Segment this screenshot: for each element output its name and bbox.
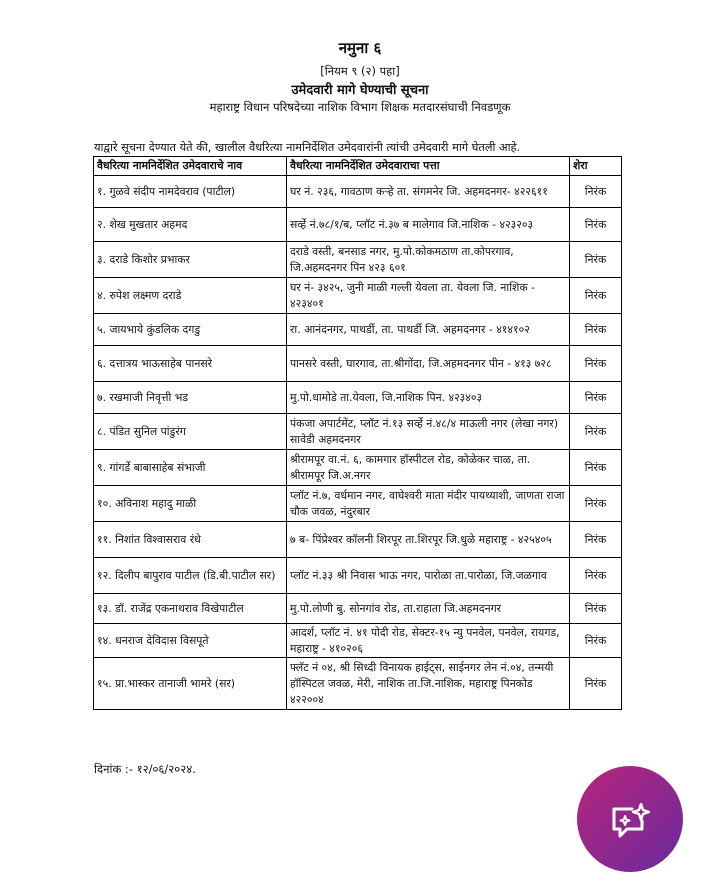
candidate-address-cell: पंकजा अपार्टमेंट, प्लॉट नं.१३ सर्व्हे नं.४८/४ माऊली नगर (लेखा नगर) सावेडी अहमदनगर [287,414,570,450]
table-header-row [94,157,622,176]
table-row [94,314,622,346]
candidate-address-cell: श्रीरामपूर वा.नं. ६, कामगार हॉस्पीटल रोड, कोळेकर चाळ, ता. श्रीरामपूर जि.अ.नगर [287,450,570,486]
remark-cell: निरंक [570,242,622,278]
election-name: महाराष्ट्र विधान परिषदेच्या नाशिक विभाग शिक्षक मतदारसंघाची निवडणूक [209,100,511,114]
remark-cell: निरंक [570,314,622,346]
table-row [94,558,622,594]
candidate-name-cell: १३. डॉ. राजेंद्र एकनाथराव विखेपाटील [94,594,287,624]
table-row [94,208,622,242]
candidate-address-cell: पानसरे वस्ती, घारगाव, ता.श्रीगोंदा, जि.अहमदनगर पीन - ४१३ ७२८ [287,346,570,382]
remark-cell: निरंक [570,208,622,242]
header-candidate-address: वैधरित्या नामनिर्देशित उमेदवाराचा पत्ता [287,157,570,176]
table-row [94,450,622,486]
candidate-name-cell: ३. दराडे किशोर प्रभाकर [94,242,287,278]
withdrawal-table [93,156,622,710]
candidate-address-cell: घर नं- ३४२५, जुनी माळी गल्ली येवला ता. येवला जि. नाशिक - ४२३४०१ [287,278,570,314]
candidate-address-cell: घर नं. २३६, गावठाण कऱ्हे ता. संगमनेर जि. अहमदनगर- ४२२६११ [287,176,570,208]
candidate-name-cell: १४. धनराज देविदास विसपूते [94,624,287,658]
notice-subject: उमेदवारी मागे घेण्याची सूचना [291,83,429,98]
remark-cell: निरंक [570,658,622,710]
candidate-address-cell: प्लॉट नं.३३ श्री निवास भाऊ नगर, पारोळा ता.पारोळा, जि.जळगाव [287,558,570,594]
table-row [94,522,622,558]
candidate-address-cell: मु.पो.धामोडे ता.येवला, जि.नाशिक पिन. ४२३४०३ [287,382,570,414]
remark-cell: निरंक [570,346,622,382]
header-remark: शेरा [570,157,622,176]
remark-cell: निरंक [570,414,622,450]
candidate-name-cell: २. शेख मुखतार अहमद [94,208,287,242]
candidate-address-cell: प्लॉट नं.७, वर्धमान नगर, वाघेश्वरी माता मंदीर पायथ्याशी, जाणता राजा चौक जवळ, नंदुरबार [287,486,570,522]
table-row [94,346,622,382]
candidate-name-cell: ६. दत्तात्रय भाऊसाहेब पानसरे [94,346,287,382]
table-row [94,624,622,658]
remark-cell: निरंक [570,594,622,624]
candidate-address-cell: आदर्श, प्लॉट नं. ४१ पोदी रोड, सेक्टर-१५ न्यु पनवेल, पनवेल, रायगड, महाराष्ट्र - ४१०२०६ [287,624,570,658]
table-row [94,594,622,624]
remark-cell: निरंक [570,278,622,314]
intro-text: याद्वारे सूचना देण्यात येते की, खालील वैधरित्या नामनिर्देशित उमेदवारांनी त्यांची उमेदवारी मागे घेतली आहे. [94,141,521,154]
rule-reference: [नियम ९ (२) पहा] [320,64,400,78]
table-row [94,278,622,314]
notice-date: दिनांक :- १२/०६/२०२४. [94,762,196,776]
table-row [94,414,622,450]
remark-cell: निरंक [570,450,622,486]
header-candidate-name: वैधरित्या नामनिर्देशित उमेदवाराचे नाव [94,157,287,176]
table-row [94,242,622,278]
candidate-name-cell: १२. दिलीप बापुराव पाटील (डि.बी.पाटील सर) [94,558,287,594]
candidate-name-cell: १५. प्रा.भास्कर तानाजी भामरे (सर) [94,658,287,710]
remark-cell: निरंक [570,558,622,594]
table-row [94,382,622,414]
remark-cell: निरंक [570,382,622,414]
candidate-name-cell: ८. पंडित सुनिल पांडुरंग [94,414,287,450]
candidate-name-cell: १. गुळवे संदीप नामदेवराव (पाटील) [94,176,287,208]
candidate-address-cell: मु.पो.लोणी बु. सोनगांव रोड, ता.राहाता जि.अहमदनगर [287,594,570,624]
candidate-address-cell: रा. आनंदनगर, पाथर्डी, ता. पाथर्डी जि. अहमदनगर - ४१४१०२ [287,314,570,346]
form-title: नमुना ६ [338,39,382,57]
candidate-name-cell: ४. रुपेश लक्ष्मण दराडे [94,278,287,314]
candidate-address-cell: सर्व्हे नं.७८/१/ब, प्लॉट नं.३७ ब मालेगाव जि.नाशिक - ४२३२०३ [287,208,570,242]
candidate-name-cell: ७. रखमाजी निवृत्ती भड [94,382,287,414]
candidate-address-cell: ७ ब- पिंप्रेश्वर कॉलनी शिरपूर ता.शिरपूर जि.धुळे महाराष्ट्र - ४२५४०५ [287,522,570,558]
remark-cell: निरंक [570,522,622,558]
candidate-address-cell: दराडे वस्ती, बनसाड नगर, मु.पो.कोकमठाण ता.कोपरगाव, जि.अहमदनगर पिन ४२३ ६०१ [287,242,570,278]
candidate-name-cell: १०. अविनाश महादु माळी [94,486,287,522]
remark-cell: निरंक [570,486,622,522]
candidate-name-cell: ५. जायभाये कुंडलिक दगडु [94,314,287,346]
candidate-address-cell: फ्लॅट नं ०४, श्री सिध्दी विनायक हाईट्स, साईनगर लेन नं.०४, तन्मयी हॉस्पिटल जवळ, मेरी, नाशिक ता.जि.नाशिक, महाराष्ट्र पिनकोड ४२२००४ [287,658,570,710]
remark-cell: निरंक [570,624,622,658]
remark-cell: निरंक [570,176,622,208]
table-row [94,658,622,710]
ai-chat-sparkle-icon [610,803,652,839]
candidate-name-cell: ११. निशांत विश्वासराव रंधे [94,522,287,558]
table-row [94,486,622,522]
table-row [94,176,622,208]
candidate-name-cell: ९. गांगर्डे बाबासाहेब संभाजी [94,450,287,486]
ai-chat-button[interactable] [577,766,683,872]
